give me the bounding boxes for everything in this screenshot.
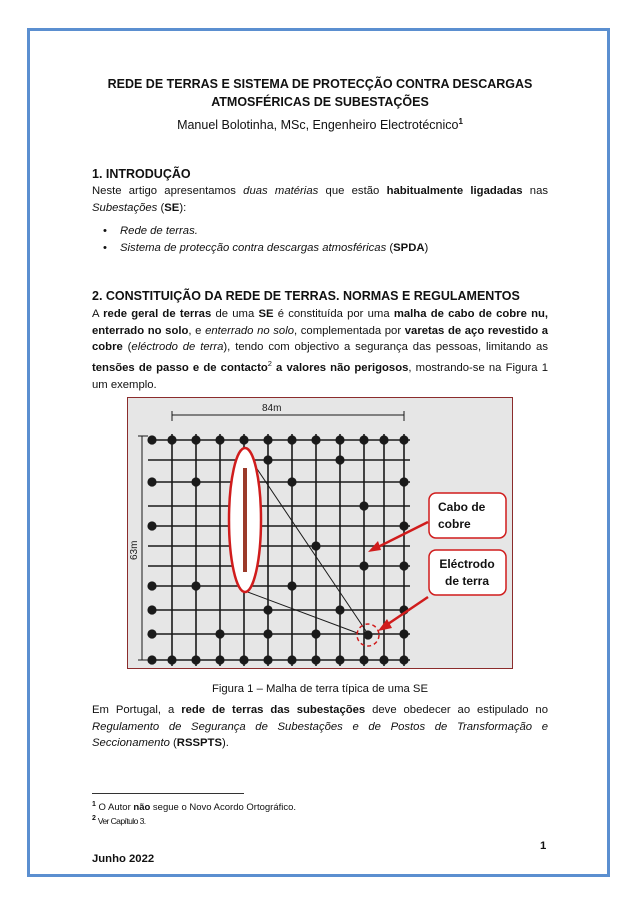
grid-node [335,605,344,614]
grid-node [399,521,408,530]
text-run: segue o Novo Acordo Ortográfico. [150,802,297,814]
footnote-divider [92,793,244,794]
earthing-grid-diagram [128,398,513,669]
grid-node [147,581,156,590]
callout-cable-line-2: cobre [438,517,471,531]
text-run: SPDA [393,242,425,254]
text-run: Subestações [92,201,158,214]
grid-node [215,655,224,664]
grid-node [147,477,156,486]
grid-node [263,629,272,638]
callout-electrode-line-2: de terra [444,574,490,588]
text-run: nas [522,185,549,197]
topics-list [92,223,428,257]
grid-node [147,629,156,638]
grid-node [399,477,408,486]
grid-node [359,561,368,570]
text-run: ( [169,737,177,750]
grid-node [263,605,272,614]
text-run: ), tendo com objectivo a segurança das pessoas, limitando as [223,341,548,354]
text-run: que estão [318,185,387,197]
text-run: habitualmente ligadadas [386,185,523,197]
electrode-arrowhead [378,619,392,631]
text-run: O Autor [95,802,134,814]
text-run: ) [424,242,429,254]
grid-node [363,630,372,639]
grid-node [147,435,156,444]
text-run: varetas de aço revestido a cobre [92,324,549,354]
document-title [90,75,550,111]
grid-node [399,561,408,570]
text-run: A [92,308,104,320]
text-run: de uma [211,308,259,320]
title-line-2: ATMOSFÉRICAS DE SUBESTAÇÕES [211,95,429,109]
section-2-heading: 2. CONSTITUIÇÃO DA REDE DE TERRAS. NORMAS E REGULAMENTOS [92,289,520,303]
text-run: duas matérias [243,185,319,197]
author-name: Manuel Bolotinha, MSc, Engenheiro Electrotécnico [177,118,459,133]
text-run: eléctrodo de terra [131,341,224,354]
footer-date: Junho 2022 [92,853,155,865]
text-run: ). [221,737,229,750]
grid-node [167,435,176,444]
text-run: ): [179,201,187,214]
grid-node [191,435,200,444]
text-run: Em Portugal, a [92,704,182,716]
grid-node [311,541,320,550]
grid-nodes [147,435,408,664]
footnote-number: 2 [92,815,96,822]
text-run: Ver Capítulo 3. [95,816,146,827]
text-run: Rede de terras. [120,225,198,237]
list-item [92,240,428,257]
text-run: , complementada por [294,324,405,337]
grid-node [287,581,296,590]
grid-node [399,655,408,664]
section-2-paragraph [92,306,548,393]
title-line-1: REDE DE TERRAS E SISTEMA DE PROTECÇÃO CONTRA DESCARGAS [107,77,533,91]
author-line [90,117,550,132]
section-1-heading: 1. INTRODUÇÃO [92,167,191,181]
grid-node [191,581,200,590]
grid-node [379,435,388,444]
grid-node [399,435,408,444]
grid-node [263,455,272,464]
grid-node [215,435,224,444]
footnote-ref-1[interactable]: 1 [458,117,463,126]
text-run: rede de terras das subestações [181,704,366,716]
text-run: deve obedecer ao estipulado no [365,704,549,716]
page-number: 1 [540,840,547,852]
footnote-2 [92,815,146,827]
text-run: SE [258,308,274,320]
text-run: não [133,802,151,814]
footnote-ref-2[interactable]: 2 [267,359,272,369]
callout-cable-line-1: Cabo de [438,500,486,514]
grid-node [399,629,408,638]
text-run: ( [157,201,165,214]
list-item [92,223,428,240]
grid-node [335,655,344,664]
grid-node [239,655,248,664]
figure-caption: Figura 1 – Malha de terra típica de uma SE [211,683,428,695]
grid-node [287,655,296,664]
earthing-grid-figure [127,397,513,669]
footnote-1 [92,801,296,813]
text-run: Regulamento de Segurança de Subestações e de Postos de Transformação e Seccionamento [92,720,548,750]
footnote-number: 1 [92,801,96,808]
text-run: , e [188,324,206,337]
text-run: tensões de passo e de contacto [92,361,268,374]
text-run: malha de cabo de cobre nu, enterrado no solo [92,308,549,337]
grid-node [287,435,296,444]
text-run: Neste artigo apresentamos [92,185,244,197]
grid-node [167,655,176,664]
grid-node [239,435,248,444]
zoom-line [245,451,368,634]
text-run: RSSPTS [176,737,222,750]
grid-node [191,655,200,664]
grid-node [359,501,368,510]
grid-node [263,435,272,444]
text-run: ( [386,242,394,254]
closing-paragraph [92,702,548,752]
text-run: rede geral de terras [103,308,212,320]
grid-node [359,435,368,444]
text-run: enterrado no solo [205,324,294,337]
electrode-arrow [385,597,428,626]
grid-node [215,629,224,638]
text-run: SE [164,201,180,214]
width-label: 84m [262,403,282,414]
grid-node [311,435,320,444]
height-label: 63m [129,540,140,560]
text-run: é constituída por uma [273,308,394,320]
text-run: a valores não perigosos [271,361,409,374]
section-1-intro [92,183,548,216]
text-run: , mostrando-se na Figura 1 um exemplo. [92,361,549,391]
grid-node [335,455,344,464]
grid-node [359,655,368,664]
grid-node [147,605,156,614]
callout-electrode-line-1: Eléctrodo [439,557,495,571]
grid-node [311,655,320,664]
grid-node [263,655,272,664]
grid-node [191,477,200,486]
grid-node [311,629,320,638]
electrode-rod [243,468,247,572]
text-run: ( [122,341,132,354]
grid-node [379,655,388,664]
grid-node [147,521,156,530]
text-run: Sistema de protecção contra descargas atmosféricas [120,242,387,254]
grid-node [287,477,296,486]
grid-node [335,435,344,444]
grid-node [147,655,156,664]
